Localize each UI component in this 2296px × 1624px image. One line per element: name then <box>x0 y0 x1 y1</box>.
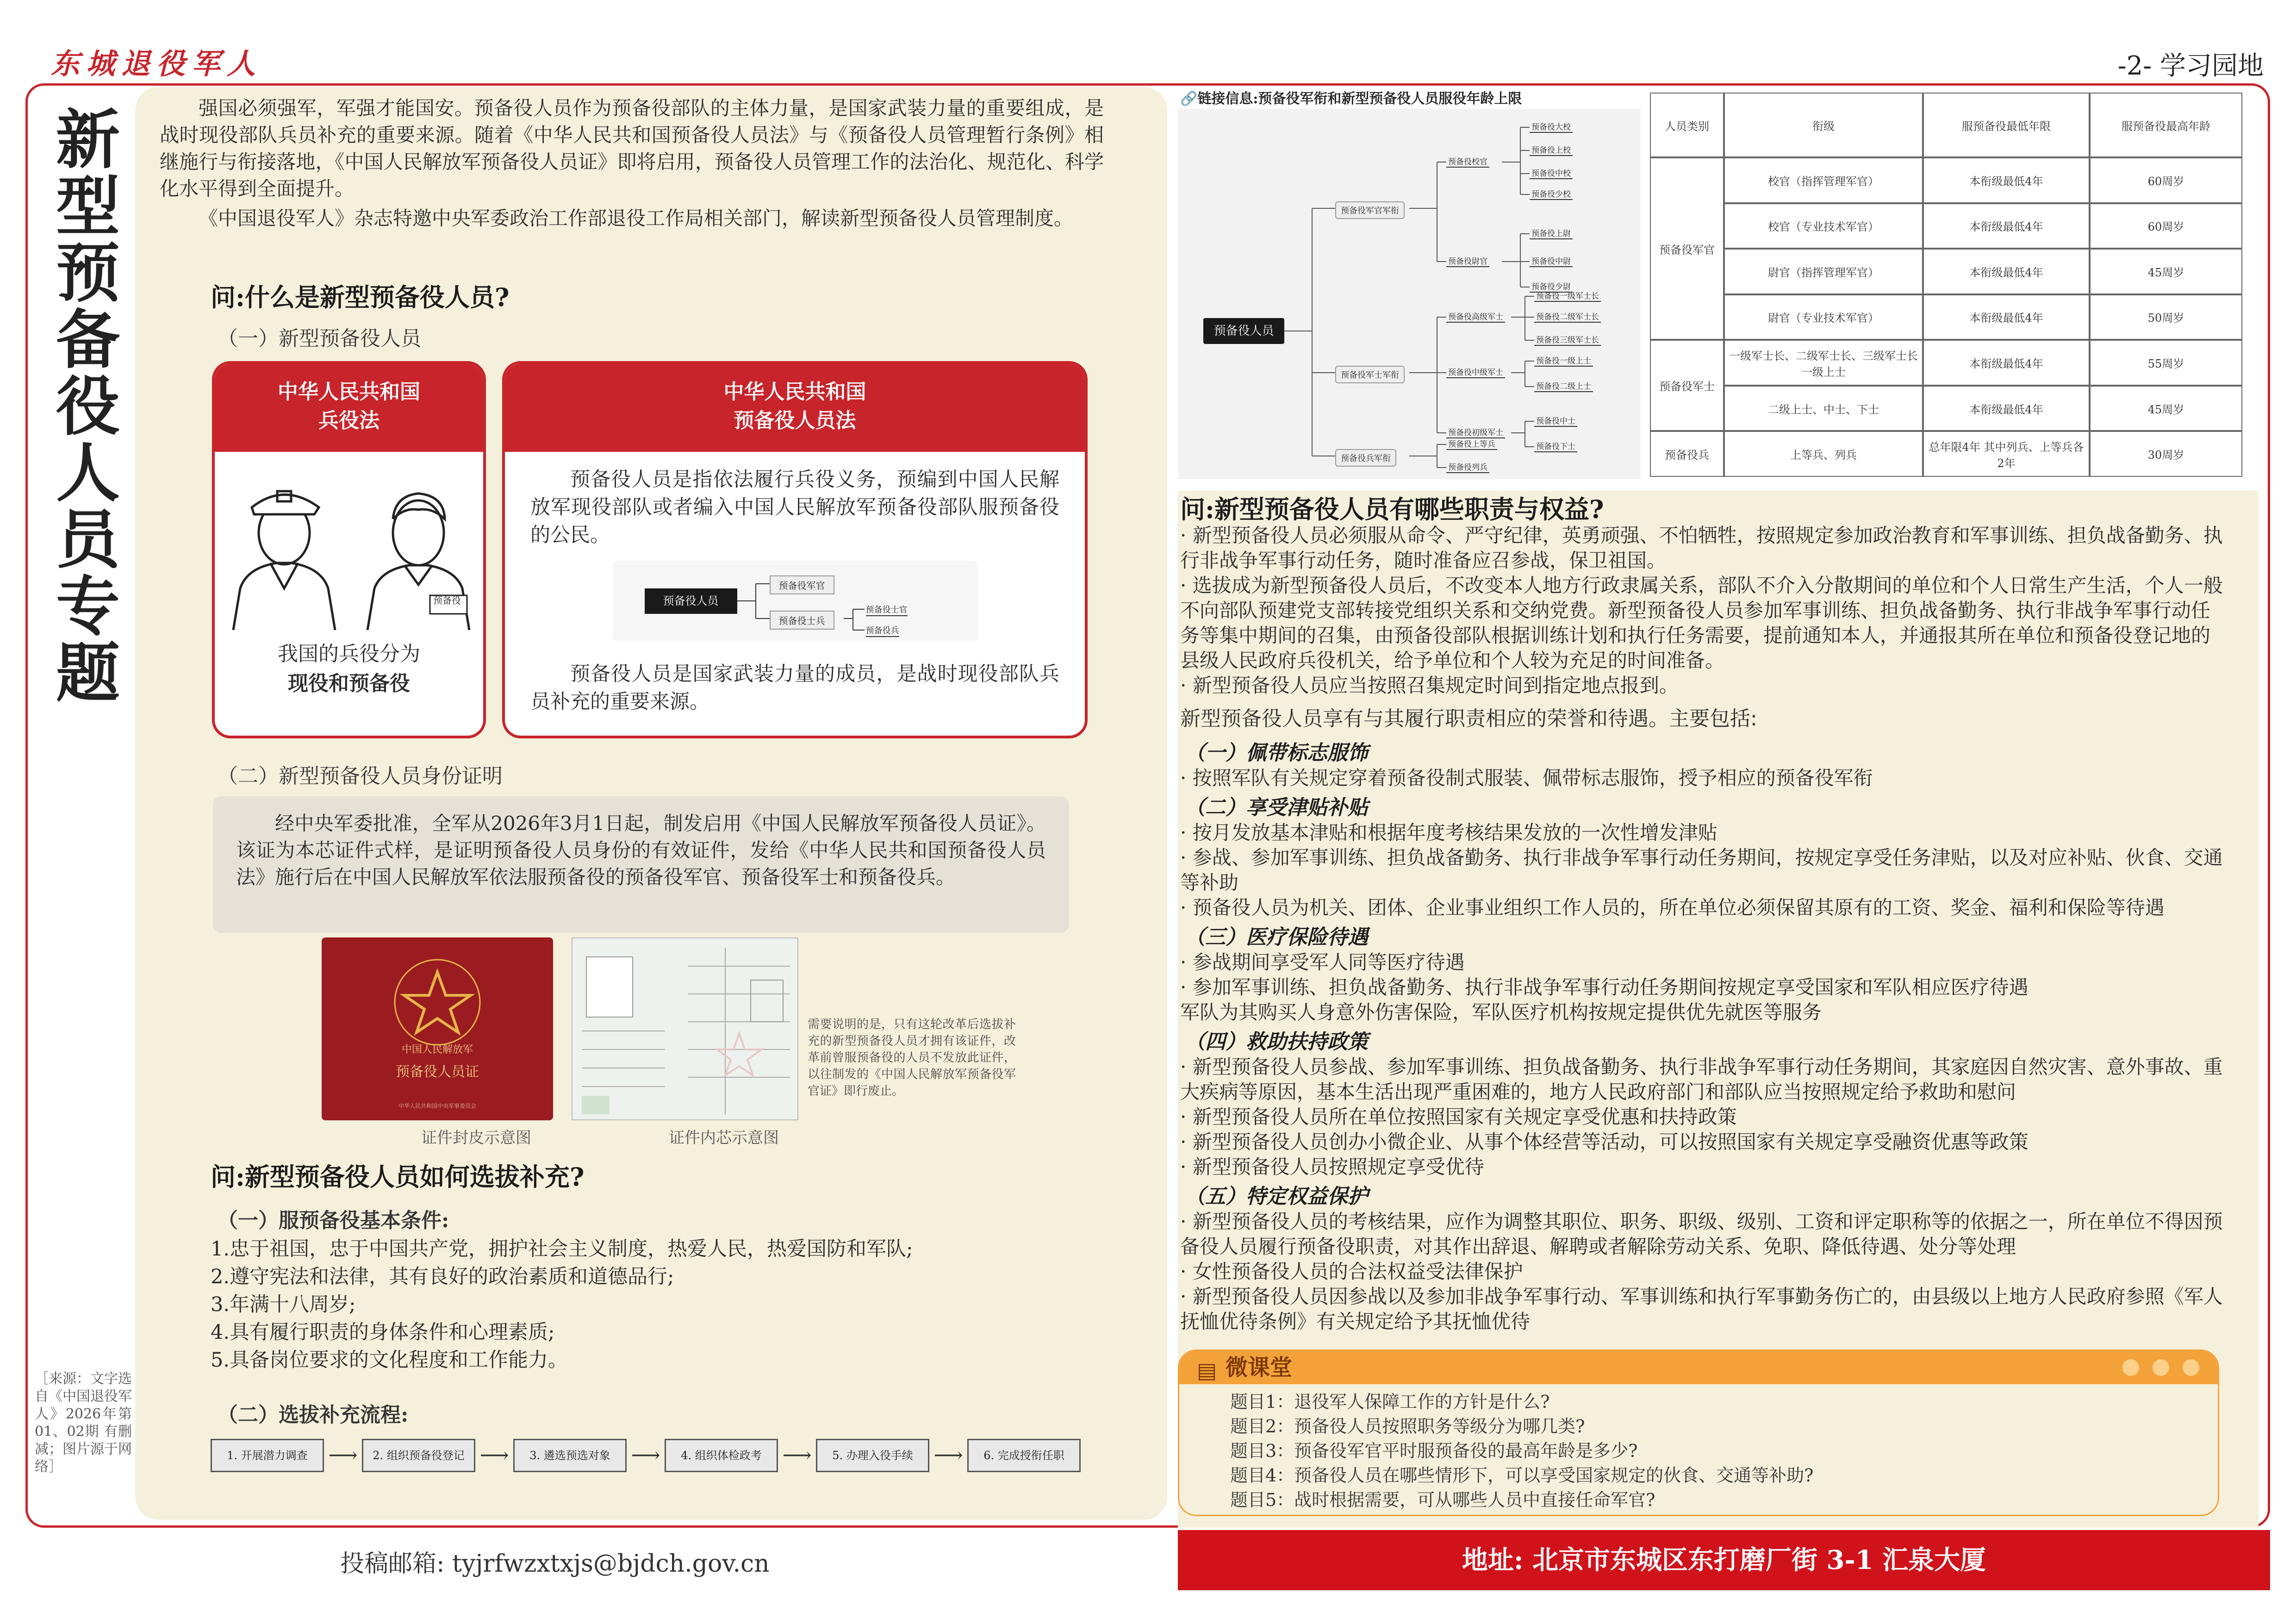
table-cell: 本衔级最低4年 <box>1923 294 2090 340</box>
mini-node-soldier: 预备役士兵 <box>770 611 834 630</box>
duty-item: · 新型预备役人员应当按照召集规定时间到指定地点报到。 <box>1180 674 1679 697</box>
card-header <box>215 364 483 452</box>
title-char: 备 <box>56 302 120 377</box>
benefit-item: · 预备役人员为机关、团体、企业事业组织工作人员的，所在单位必须保留其原有的工资、奖金、福利和保险等待遇 <box>1180 896 2165 919</box>
footer-address: 地址: 北京市东城区东打磨厂街 3-1 汇泉大厦 <box>1178 1530 2270 1590</box>
chat-icon: ▤ <box>1197 1358 1217 1383</box>
table-cell: 本衔级最低4年 <box>1923 157 2090 203</box>
table-cell: 45周岁 <box>2090 249 2242 294</box>
card-caption <box>215 639 483 699</box>
benefit-item: · 新型预备役人员参战、参加军事训练、担负战备勤务、执行非战争军事行动任务期间，其家庭因自然灾害、意外事故、重大疾病等原因，基本生活出现严重困难的，地方人民政府部门和部队应当按照规定给予救助和慰问 <box>1180 1056 2223 1103</box>
caption-line: 我国的兵役分为 <box>278 642 420 666</box>
table-cell: 本衔级最低4年 <box>1923 340 2090 386</box>
card-title-line: 预备役人员法 <box>734 409 856 432</box>
title-char: 专 <box>56 568 120 644</box>
masthead: 东城退役军人 <box>51 47 262 81</box>
flow-step: 4. 组织体检政考 <box>665 1439 778 1472</box>
table-header: 服预备役最高年龄 <box>2090 93 2242 157</box>
q2-heading: 问:新型预备役人员如何选拔补充? <box>211 1162 585 1192</box>
title-char: 人 <box>56 435 120 511</box>
table-header: 服预备役最低年限 <box>1923 93 2090 157</box>
caption-line: 现役和预备役 <box>288 672 410 695</box>
mini-node-officer: 预备役军官 <box>770 575 834 594</box>
micro-question: 题目5：战时根据需要，可从哪些人员中直接任命军官? <box>1230 1490 1655 1510</box>
benefit-item: · 新型预备役人员按照规定享受优待 <box>1180 1156 1484 1178</box>
service-age-table <box>1650 93 2242 477</box>
cert-cover-image <box>322 937 553 1120</box>
table-group: 预备役军士 <box>1650 340 1724 431</box>
conditions-list <box>211 1235 1090 1374</box>
benefit-item: · 新型预备役人员的考核结果，应作为调整其职位、职务、职级、级别、工资和评定职称等的依据之一，所在单位不得因预备役人员履行预备役职责，对其作出辞退、解聘或者解除劳动关系、免职、降低待遇、处分等处理 <box>1180 1210 2223 1258</box>
tree-leaf: 预备役三级军士长 <box>1534 333 1601 346</box>
table-cell: 50周岁 <box>2090 294 2242 340</box>
tree-node: 预备役初级军士 <box>1446 426 1505 438</box>
tree-node: 预备役尉官 <box>1446 255 1489 267</box>
table-cell: 尉官（指挥管理军官） <box>1724 249 1923 294</box>
q1-sub2: （二）新型预备役人员身份证明 <box>218 764 503 788</box>
table-cell: 本衔级最低4年 <box>1923 386 2090 431</box>
cert-note: 需要说明的是，只有这轮改革后选拔补充的新型预备役人员才拥有该证件，改革前曾服预备役的人员不发放此证件，以往制发的《中国人民解放军预备役军官证》即行废止。 <box>808 1018 1016 1098</box>
link-icon: 🔗 <box>1180 91 1198 107</box>
benefit-item: · 女性预备役人员的合法权益受法律保护 <box>1180 1260 1523 1283</box>
micro-question: 题目2：预备役人员按照职务等级分为哪几类? <box>1230 1416 1585 1437</box>
condition-item: 5.具备岗位要求的文化程度和工作能力。 <box>211 1349 568 1372</box>
tree-leaf: 预备役大校 <box>1530 120 1573 133</box>
table-cell: 本衔级最低4年 <box>1923 249 2090 294</box>
benefit-item: · 新型预备役人员因参战以及参加非战争军事行动、军事训练和执行军事勤务伤亡的，由县级以上地方人民政府参照《军人抚恤优待条例》有关规定给予其抚恤优待 <box>1180 1285 2223 1333</box>
benefit-heading: （四）救助扶持政策 <box>1185 1030 1368 1054</box>
card-conscription-law <box>212 361 486 738</box>
page-tag: -2- 学习园地 <box>2117 51 2264 81</box>
benefit-item: · 参加军事训练、担负战备勤务、执行非战争军事行动任务期间按规定享受国家和军队相应医疗待遇 <box>1180 976 2028 999</box>
flow-arrow-icon: ⟶ <box>631 1443 660 1467</box>
definition-paragraph: 预备役人员是指依法履行兵役义务，预编到中国人民解放军现役部队或者编入中国人民解放军预备役部队服预备役的公民。 <box>530 468 1059 547</box>
tree-leaf: 预备役二级军士长 <box>1534 310 1601 323</box>
tree-root: 预备役人员 <box>1203 318 1284 344</box>
benefit-item: · 参战期间享受军人同等医疗待遇 <box>1180 951 1465 974</box>
q1-heading: 问:什么是新型预备役人员? <box>211 282 510 312</box>
mini-root: 预备役人员 <box>645 588 737 614</box>
micro-classroom-bar <box>1179 1351 2218 1384</box>
benefit-heading: （五）特定权益保护 <box>1185 1185 1368 1208</box>
vertical-title <box>51 102 125 711</box>
flow-step: 1. 开展潜力调查 <box>211 1439 324 1472</box>
flow-arrow-icon: ⟶ <box>479 1443 509 1467</box>
tree-soldier: 预备役兵军衔 <box>1335 449 1396 467</box>
footer-email: 投稿邮箱: tyjrfwzxtxjs@bjdch.gov.cn <box>340 1550 770 1578</box>
flow-step: 2. 组织预备役登记 <box>362 1439 475 1472</box>
flow-step: 6. 完成授衔任职 <box>967 1439 1081 1472</box>
q3-heading: 问:新型预备役人员有哪些职责与权益? <box>1180 494 1604 524</box>
role-paragraph: 预备役人员是国家武装力量的成员，是战时现役部队兵员补充的重要来源。 <box>530 662 1059 713</box>
reserve-badge: 预备役 <box>433 595 461 606</box>
q1-sub1: （一）新型预备役人员 <box>218 327 421 350</box>
benefit-heading: （二）享受津贴补贴 <box>1185 796 1368 819</box>
table-cell: 总年限4年 其中列兵、上等兵各2年 <box>1923 431 2090 477</box>
benefit-heading: （三）医疗保险待遇 <box>1185 925 1368 949</box>
card-title-line: 中华人民共和国 <box>723 380 866 404</box>
flow-step: 5. 办理入役手续 <box>816 1439 929 1472</box>
tree-leaf: 预备役一级上士 <box>1534 354 1593 367</box>
table-header: 人员类别 <box>1650 93 1724 157</box>
table-cell: 本衔级最低4年 <box>1923 203 2090 249</box>
flow-arrow-icon: ⟶ <box>933 1443 963 1467</box>
tree-leaf: 预备役列兵 <box>1446 461 1489 473</box>
tree-node: 预备役校官 <box>1446 155 1489 168</box>
flow-arrow-icon: ⟶ <box>328 1443 358 1467</box>
chart-title-text: 链接信息:预备役军衔和新型预备役人员服役年龄上限 <box>1197 91 1522 107</box>
table-cell: 二级上士、中士、下士 <box>1724 386 1923 431</box>
benefit-heading: （一）佩带标志服饰 <box>1185 741 1368 765</box>
title-char: 役 <box>56 369 120 444</box>
card-reserve-law <box>502 361 1088 738</box>
mini-node-nco: 预备役士官 <box>866 603 908 616</box>
dot-icon <box>2122 1359 2139 1376</box>
tree-officer: 预备役军官军衔 <box>1335 201 1405 219</box>
benefit-item: · 新型预备役人员所在单位按照国家有关规定享受优惠和扶持政策 <box>1180 1106 1737 1128</box>
duties-block <box>1180 523 2226 1334</box>
micro-title: 微课堂 <box>1226 1355 1293 1380</box>
condition-item: 3.年满十八周岁; <box>211 1293 356 1316</box>
micro-question: 题目1：退役军人保障工作的方针是什么? <box>1230 1392 1550 1412</box>
tree-leaf: 预备役上等兵 <box>1446 437 1497 450</box>
benefit-item: · 按照军队有关规定穿着预备役制式服装、佩带标志服饰，授予相应的预备役军衔 <box>1180 767 1873 789</box>
table-group: 预备役兵 <box>1650 431 1724 477</box>
cert-cover-emblem <box>322 937 553 1120</box>
title-char: 新 <box>56 102 120 177</box>
condition-item: 1.忠于祖国，忠于中国共产党，拥护社会主义制度，热爱人民，热爱国防和军队; <box>211 1237 913 1261</box>
intro-paragraph: 强国必须强军，军强才能国安。预备役人员作为预备役部队的主体力量，是国家武装力量的重要组成，是战时现役部队兵员补充的重要来源。随着《中华人民共和国预备役人员法》与《预备役人员管理暂行条例》相继施行与衔接落地，《中国人民解放军预备役人员证》即将启用，预备役人员管理工作的法治化、规范化、科学化水平得到全面提升。 <box>160 97 1104 200</box>
benefit-item: · 参战、参加军事训练、担负战备勤务、执行非战争军事行动任务期间，按规定享受任务津贴，以及对应补贴、伙食、交通等补助 <box>1180 846 2223 894</box>
tree-leaf: 预备役下士 <box>1534 440 1577 452</box>
table-cell: 60周岁 <box>2090 157 2242 203</box>
selection-flow <box>211 1439 1081 1472</box>
card-title-line: 中华人民共和国 <box>278 380 420 404</box>
id-paragraph: 经中央军委批准，全军从2026年3月1日起，制发启用《中国人民解放军预备役人员证》。该证为本芯证件式样，是证明预备役人员身份的有效证件，发给《中华人民共和国预备役人员法》施行后在中国人民解放军依法服预备役的预备役军官、预备役军士和预备役兵。 <box>236 812 1046 888</box>
tree-leaf: 预备役上尉 <box>1530 227 1573 239</box>
duty-item: · 新型预备役人员必须服从命令、严守纪律，英勇顽强、不怕牺牲，按照规定参加政治教育和军事训练、担负战备勤务、执行非战争军事行动任务，随时准备应召参战，保卫祖国。 <box>1180 524 2223 572</box>
tree-leaf: 预备役上校 <box>1530 144 1573 156</box>
benefit-item: 军队为其购买人身意外伤害保险，军队医疗机构按规定提供优先就医等服务 <box>1180 1001 1822 1024</box>
title-char: 员 <box>56 502 120 577</box>
dot-icon <box>2153 1359 2169 1376</box>
table-cell: 45周岁 <box>2090 386 2242 431</box>
table-cell: 60周岁 <box>2090 203 2242 249</box>
intro-paragraph: 《中国退役军人》杂志特邀中央军委政治工作部退役工作局相关部门，解读新型预备役人员管理制度。 <box>199 207 1074 230</box>
source-note: ［来源：文字选自《中国退役军人》2026年第01、02期 有删减；图片源于网络］ <box>35 1371 132 1475</box>
table-cell: 校官（指挥管理军官） <box>1724 157 1923 203</box>
cert-inner-caption: 证件内芯示意图 <box>669 1129 779 1147</box>
card-header <box>505 364 1085 452</box>
cert-inner-image <box>572 937 798 1120</box>
condition-item: 4.具有履行职责的身体条件和心理素质; <box>211 1321 555 1344</box>
title-char: 预 <box>56 235 120 311</box>
q2-sub2: （二）选拔补充流程: <box>218 1403 409 1427</box>
condition-item: 2.遵守宪法和法律，其有良好的政治素质和道德品行; <box>211 1265 674 1288</box>
tree-leaf: 预备役少校 <box>1530 187 1573 200</box>
benefit-item: · 按月发放基本津贴和根据年度考核结果发放的一次性增发津贴 <box>1180 821 1717 844</box>
id-certificate-box <box>213 796 1069 933</box>
tree-leaf: 预备役中士 <box>1534 414 1577 427</box>
chart-title <box>1180 87 1522 107</box>
tree-leaf: 预备役中校 <box>1530 167 1573 179</box>
table-group: 预备役军官 <box>1650 157 1724 340</box>
mini-node-enlisted: 预备役兵 <box>866 624 899 637</box>
flow-arrow-icon: ⟶ <box>782 1443 812 1467</box>
card-title-line: 兵役法 <box>318 409 380 432</box>
table-cell: 55周岁 <box>2090 340 2242 386</box>
tree-node: 预备役中级军士 <box>1446 366 1505 378</box>
table-cell: 尉官（专业技术军官） <box>1724 294 1923 340</box>
tree-leaf: 预备役中尉 <box>1530 255 1573 267</box>
tree-nco: 预备役军士军衔 <box>1335 366 1405 383</box>
micro-classroom <box>1178 1349 2219 1516</box>
micro-question: 题目4：预备役人员在哪些情形下，可以享受国家规定的伙食、交通等补助? <box>1230 1465 1814 1486</box>
cert-cover-line3: 中华人民共和国中央军事委员会 <box>398 1103 476 1109</box>
benefits-intro: 新型预备役人员享有与其履行职责相应的荣誉和待遇。主要包括: <box>1180 707 1757 731</box>
flow-step: 3. 遴选预选对象 <box>513 1439 627 1472</box>
cert-cover-caption: 证件封皮示意图 <box>421 1129 531 1147</box>
duty-item: · 选拔成为新型预备役人员后，不改变本人地方行政隶属关系，部队不介入分散期间的单位和个人日常生产生活，个人一般不向部队预建党支部转接党组织关系和交纳党费。新型预备役人员参加军事训练、担负战备勤务、执行非战争军事行动任务等集中期间的召集，由预备役部队根据训练计划和执行任务需要，提前通知本人，并通报其所在单位和预备役登记地的县级人民政府兵役机关，给予单位和个人较为充足的时间准备。 <box>1180 574 2223 672</box>
cert-inner-drawing <box>572 938 799 1121</box>
tree-leaf: 预备役一级军士长 <box>1534 289 1601 302</box>
table-cell: 30周岁 <box>2090 431 2242 477</box>
table-header: 衔级 <box>1724 93 1923 157</box>
title-char: 题 <box>56 635 120 711</box>
dot-icon <box>2183 1359 2199 1376</box>
table-cell: 校官（专业技术军官） <box>1724 203 1923 249</box>
intro-block <box>160 95 1104 232</box>
cert-cover-line2: 预备役人员证 <box>396 1064 479 1080</box>
micro-questions <box>1179 1384 2218 1512</box>
benefit-item: · 新型预备役人员创办小微企业、从事个体经营等活动，可以按照国家有关规定享受融资优惠等政策 <box>1180 1131 2028 1153</box>
mini-tree <box>612 561 978 642</box>
title-char: 型 <box>56 169 120 244</box>
cert-cover-line1: 中国人民解放军 <box>401 1044 473 1056</box>
tree-leaf: 预备役二级上士 <box>1534 380 1593 392</box>
q2-sub1: （一）服预备役基本条件: <box>218 1209 449 1232</box>
table-cell: 上等兵、列兵 <box>1724 431 1923 477</box>
table-cell: 一级军士长、二级军士长、三级军士长一级上士 <box>1724 340 1923 386</box>
rank-tree <box>1178 109 1641 479</box>
tree-node: 预备役高级军士 <box>1446 310 1505 323</box>
micro-question: 题目3：预备役军官平时服预备役的最高年龄是多少? <box>1230 1441 1638 1461</box>
tree-leaf: 预备役少尉 <box>1530 280 1573 293</box>
